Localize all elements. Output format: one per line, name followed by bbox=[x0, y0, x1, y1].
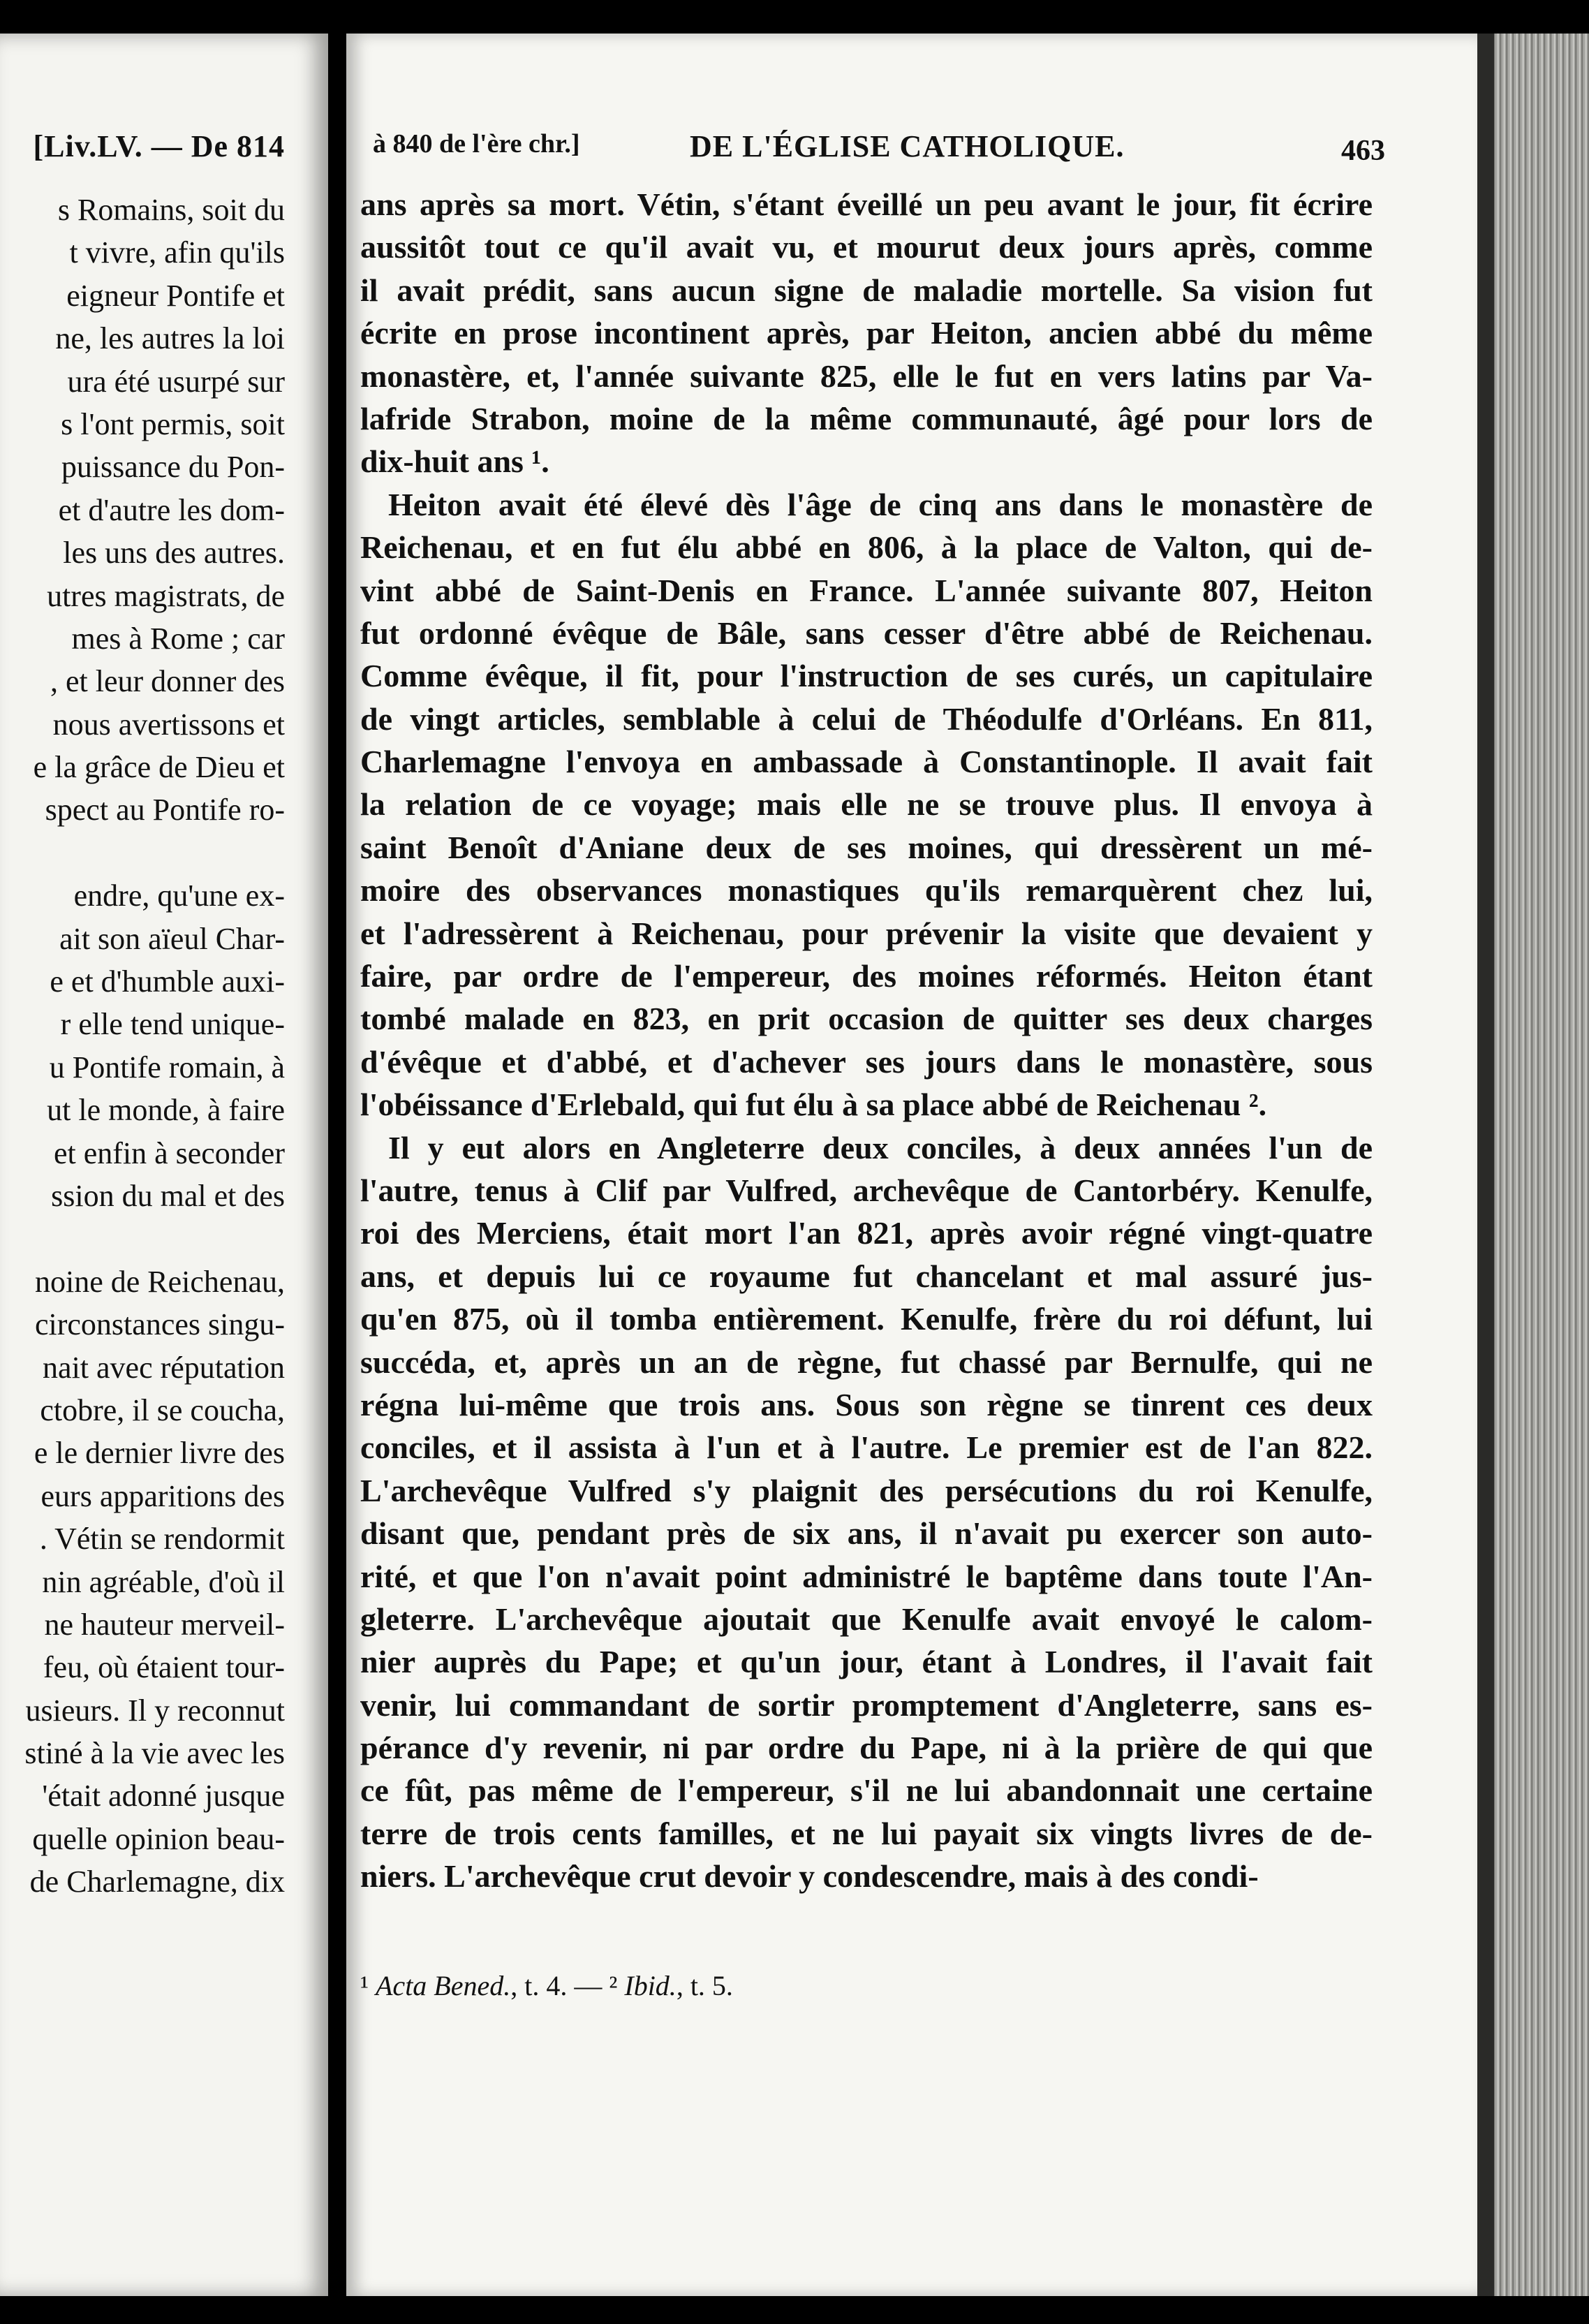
left-page-line: quelle opinion beau- bbox=[32, 1821, 285, 1856]
text-line: roi des Merciens, était mort l'an 821, après avoir régné vingt-quatre bbox=[360, 1215, 1373, 1251]
page-number: 463 bbox=[1341, 135, 1385, 167]
text-line: disant que, pendant près de six ans, il n'avait pu exercer son auto- bbox=[360, 1515, 1373, 1552]
left-page-line: ut le monde, à faire bbox=[47, 1093, 285, 1128]
left-page-line: u Pontife romain, à bbox=[49, 1050, 285, 1084]
footnote-1-mark: ¹ bbox=[360, 1970, 369, 2001]
footnote-1-source: Acta Bened. bbox=[376, 1970, 511, 2001]
left-page-line: spect au Pontife ro- bbox=[45, 793, 285, 828]
left-page-line: nin agréable, d'où il bbox=[42, 1564, 285, 1599]
footnote-2-source: Ibid. bbox=[624, 1970, 677, 2001]
text-line: Reichenau, et en fut élu abbé en 806, à la place de Valton, qui de- bbox=[360, 529, 1373, 566]
left-page-line: r elle tend unique- bbox=[60, 1007, 285, 1042]
text-line: monastère, et, l'année suivante 825, elle le fut en vers latins par Va- bbox=[360, 358, 1373, 394]
text-line: qu'en 875, où il tomba entièrement. Kenulfe, frère du roi défunt, lui bbox=[360, 1301, 1373, 1337]
text-line: nier auprès du Pape; et qu'un jour, étant à Londres, il l'avait fait bbox=[360, 1644, 1373, 1680]
text-line: dix-huit ans ¹. bbox=[360, 443, 549, 480]
text-line: ans, et depuis lui ce royaume fut chancelant et mal assuré jus- bbox=[360, 1258, 1373, 1294]
running-head bbox=[373, 128, 1385, 170]
paragraph bbox=[360, 1126, 1373, 1898]
left-page-line: , et leur donner des bbox=[50, 664, 285, 699]
left-page-line bbox=[24, 832, 285, 874]
left-page-line: noine de Reichenau, bbox=[35, 1264, 285, 1299]
left-page-line: endre, qu'une ex- bbox=[73, 878, 285, 913]
left-page-line: circonstances singu- bbox=[35, 1307, 285, 1342]
text-line: l'autre, tenus à Clif par Vulfred, archevêque de Cantorbéry. Kenulfe, bbox=[360, 1172, 1373, 1208]
text-line: terre de trois cents familles, et ne lui payait six vingts livres de de- bbox=[360, 1815, 1373, 1851]
left-page-line: ait son aïeul Char- bbox=[59, 921, 285, 956]
left-page-line: e le dernier livre des bbox=[34, 1436, 285, 1471]
text-line: saint Benoît d'Aniane deux de ses moines, qui dressèrent un mé- bbox=[360, 829, 1373, 865]
left-facing-page bbox=[0, 34, 328, 2296]
left-page-line: ctobre, il se coucha, bbox=[40, 1392, 285, 1427]
left-page-line: stiné à la vie avec les bbox=[24, 1736, 285, 1771]
text-line: tombé malade en 823, en prit occasion de quitter ses deux charges bbox=[360, 1001, 1373, 1037]
text-line: ans après sa mort. Vétin, s'étant éveillé un peu avant le jour, fit écrire bbox=[360, 186, 1373, 222]
running-head-left: à 840 de l'ère chr.] bbox=[373, 129, 580, 159]
left-page-line: e la grâce de Dieu et bbox=[33, 750, 285, 785]
footnote-2-rest: , t. 5. bbox=[676, 1970, 733, 2001]
text-line: régna lui-même que trois ans. Sous son règne se tinrent ces deux bbox=[360, 1386, 1373, 1422]
left-page-line: les uns des autres. bbox=[63, 536, 285, 571]
text-line: gleterre. L'archevêque ajoutait que Kenulfe avait envoyé le calom- bbox=[360, 1601, 1373, 1637]
left-running-head: [Liv.LV. — De 814 bbox=[33, 129, 285, 163]
text-line: Heiton avait été élevé dès l'âge de cinq ans dans le monastère de bbox=[388, 486, 1373, 522]
footnote-2-mark: ² bbox=[609, 1970, 618, 2001]
text-line: venir, lui commandant de sortir promptement d'Angleterre, sans es- bbox=[360, 1686, 1373, 1723]
text-line: lafride Strabon, moine de la même communauté, âgé pour lors de bbox=[360, 400, 1373, 436]
paragraph bbox=[360, 483, 1373, 1126]
footnotes bbox=[360, 1969, 1373, 2002]
text-line: rité, et que l'on n'avait point administré le baptême dans toute l'An- bbox=[360, 1558, 1373, 1594]
text-line: moire des observances monastiques qu'ils remarquèrent chez lui, bbox=[360, 872, 1373, 909]
paragraph bbox=[360, 183, 1373, 483]
text-line: écrite en prose incontinent après, par Heiton, ancien abbé du même bbox=[360, 315, 1373, 351]
left-page-line: nait avec réputation bbox=[43, 1350, 285, 1385]
left-page-line: nous avertissons et bbox=[52, 707, 285, 742]
left-page-text bbox=[24, 189, 285, 1904]
text-line: vint abbé de Saint-Denis en France. L'année suivante 807, Heiton bbox=[360, 572, 1373, 608]
left-page-line: mes à Rome ; car bbox=[71, 621, 285, 656]
text-line: la relation de ce voyage; mais elle ne se trouve plus. Il envoya à bbox=[360, 786, 1373, 823]
left-page-line: ne, les autres la loi bbox=[55, 321, 285, 356]
text-line: aussitôt tout ce qu'il avait vu, et mourut deux jours après, comme bbox=[360, 229, 1373, 265]
left-page-line: et enfin à seconder bbox=[53, 1135, 285, 1170]
body-text bbox=[360, 183, 1373, 1898]
left-page-line: e et d'humble auxi- bbox=[50, 964, 285, 999]
text-line: niers. L'archevêque crut devoir y condescendre, mais à des condi- bbox=[360, 1858, 1259, 1895]
running-head-title: DE L'ÉGLISE CATHOLIQUE. bbox=[690, 129, 1125, 163]
left-page-line: usieurs. Il y reconnut bbox=[25, 1693, 285, 1728]
text-line: l'obéissance d'Erlebald, qui fut élu à sa place abbé de Reichenau ². bbox=[360, 1087, 1267, 1123]
footnote-1-rest: , t. 4. — bbox=[510, 1970, 609, 2001]
text-line: fut ordonné évêque de Bâle, sans cesser d'être abbé de Reichenau. bbox=[360, 615, 1373, 651]
left-page-line: ssion du mal et des bbox=[51, 1178, 285, 1213]
left-page-line: t vivre, afin qu'ils bbox=[69, 235, 285, 270]
left-page-line: feu, où étaient tour- bbox=[43, 1650, 285, 1685]
text-line: Comme évêque, il fit, pour l'instruction de ses curés, un capitulaire bbox=[360, 658, 1373, 694]
left-page-line: puissance du Pon- bbox=[61, 450, 285, 485]
left-page-line bbox=[24, 1217, 285, 1260]
text-line: conciles, et il assista à l'un et à l'autre. Le premier est de l'an 822. bbox=[360, 1429, 1373, 1466]
left-page-line: eigneur Pontife et bbox=[66, 278, 285, 313]
text-line: ce fût, pas même de l'empereur, s'il ne lui abandonnait une certaine bbox=[360, 1772, 1373, 1809]
text-line: Il y eut alors en Angleterre deux conciles, à deux années l'un de bbox=[388, 1129, 1373, 1165]
text-line: succéda, et, après un an de règne, fut chassé par Bernulfe, qui ne bbox=[360, 1344, 1373, 1380]
text-line: faire, par ordre de l'empereur, des moines réformés. Heiton étant bbox=[360, 958, 1373, 994]
left-page-line: utres magistrats, de bbox=[47, 578, 285, 613]
text-line: et l'adressèrent à Reichenau, pour prévenir la visite que devaient y bbox=[360, 915, 1373, 951]
left-page-line: eurs apparitions des bbox=[40, 1478, 285, 1513]
left-page-line: et d'autre les dom- bbox=[58, 492, 285, 527]
text-line: il avait prédit, sans aucun signe de maladie mortelle. Sa vision fut bbox=[360, 272, 1373, 308]
left-page-line: s Romains, soit du bbox=[57, 193, 285, 227]
left-page-line: s l'ont permis, soit bbox=[61, 406, 285, 441]
left-page-line: 'était adonné jusque bbox=[42, 1779, 285, 1814]
left-page-line: de Charlemagne, dix bbox=[29, 1865, 285, 1899]
text-line: d'évêque et d'abbé, et d'achever ses jours dans le monastère, sous bbox=[360, 1043, 1373, 1080]
left-page-line: . Vétin se rendormit bbox=[39, 1522, 285, 1557]
left-page-line: ne hauteur merveil- bbox=[44, 1607, 285, 1642]
text-line: de vingt articles, semblable à celui de Théodulfe d'Orléans. En 811, bbox=[360, 700, 1373, 737]
page-edges bbox=[1477, 34, 1589, 2296]
text-line: pérance d'y revenir, ni par ordre du Pape, ni à la prière de qui que bbox=[360, 1730, 1373, 1766]
left-page-line: ura été usurpé sur bbox=[67, 364, 285, 399]
text-line: Charlemagne l'envoya en ambassade à Constantinople. Il avait fait bbox=[360, 744, 1373, 780]
text-line: L'archevêque Vulfred s'y plaignit des persécutions du roi Kenulfe, bbox=[360, 1472, 1373, 1508]
